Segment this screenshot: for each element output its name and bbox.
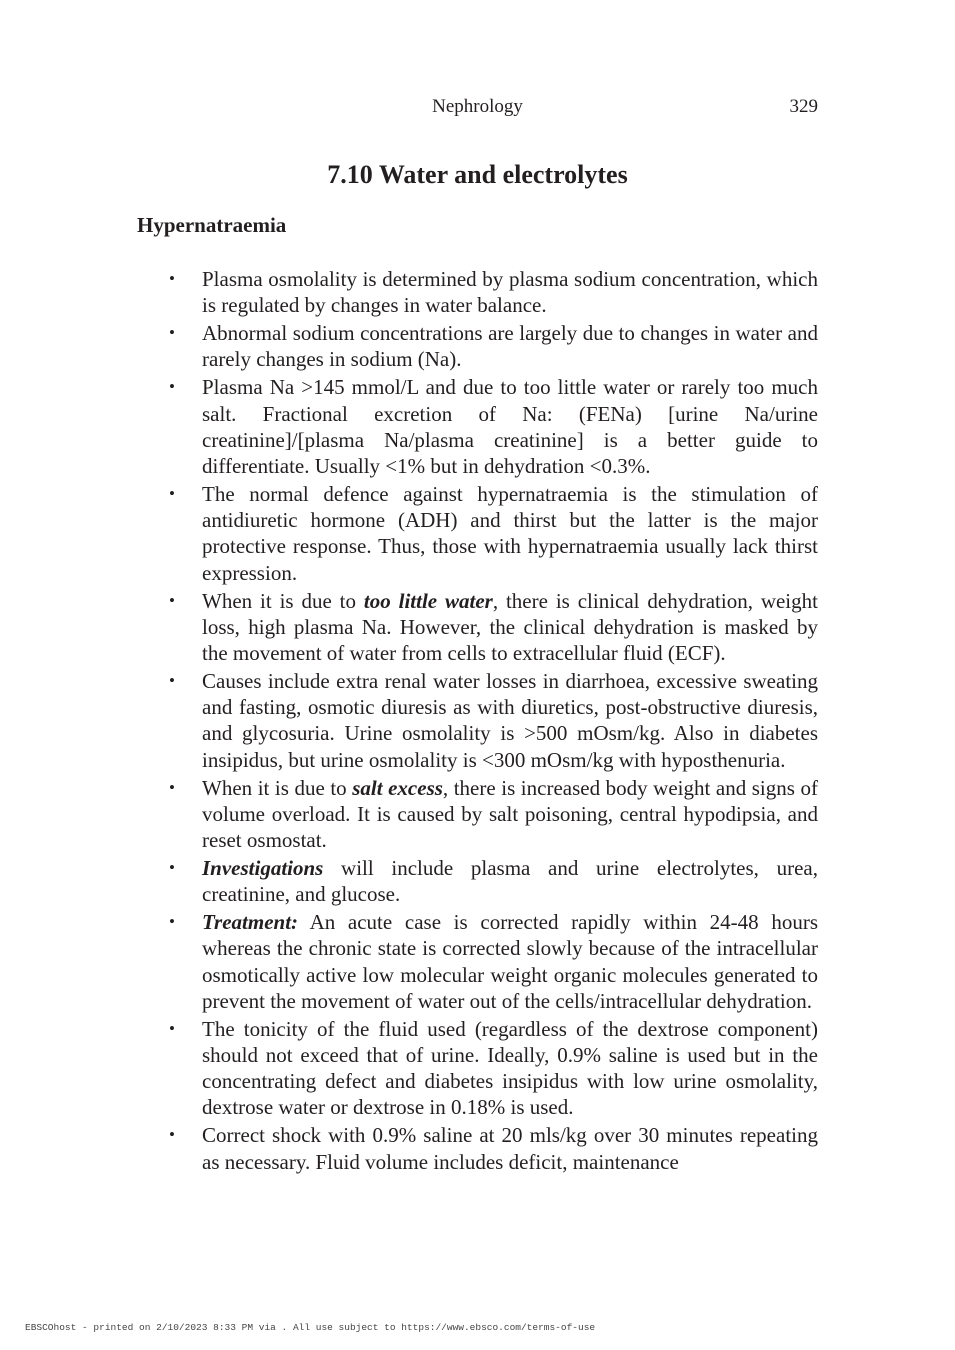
bullet-list: [169, 266, 818, 1177]
print-footer: EBSCOhost - printed on 2/10/2023 8:33 PM via . All use subject to https://www.ebsco.com/terms-of-use: [25, 1322, 596, 1333]
running-header: [0, 96, 955, 122]
list-item-text-post: , there is increased body weight and signs of volume overload. It is caused by salt poisoning, central hypodipsia, and reset osmostat.: [202, 775, 818, 853]
emphasis-text: Treatment:: [202, 910, 299, 935]
list-item-text-post: will include plasma and urine electrolytes, urea, creatinine, and glucose.: [202, 856, 818, 907]
running-head-section: Nephrology: [432, 96, 523, 117]
list-item: [169, 374, 818, 479]
emphasis-text: too little water: [363, 588, 493, 613]
bullet-glyph: •: [169, 323, 175, 343]
list-item-text: Plasma Na >145 mmol/L and due to too little water or rarely too much salt. Fractional excretion of Na: (FENa) [urine Na/urine creatinine]/[plasma Na/plasma creatinine] is a better guide to differentiate. Usually <1% but in dehydration <0.3%.: [202, 375, 818, 479]
bullet-glyph: •: [169, 1125, 175, 1145]
list-item-text: Causes include extra renal water losses in diarrhoea, excessive sweating and fasting, osmotic diuresis as with diuretics, post-obstructive diuresis, and glycosuria. Urine osmolality is >500 mOsm/kg. Also in diabetes insipidus, but urine osmolality is <300 mOsm/kg with hyposthenuria.: [202, 669, 818, 772]
list-item: [169, 668, 818, 773]
page-number: 329: [789, 96, 818, 117]
list-item-text: Plasma osmolality is determined by plasma sodium concentration, which is regulated by changes in water balance.: [202, 267, 818, 318]
list-item-text: The tonicity of the fluid used (regardless of the dextrose component) should not exceed that of urine. Ideally, 0.9% saline is used but in the concentrating defect and diabetes insipidus with low urine osmolality, dextrose water or dextrose in 0.18% is used.: [202, 1016, 818, 1120]
list-item: [169, 1016, 818, 1121]
list-item: [169, 320, 818, 372]
list-item: [169, 775, 818, 854]
list-item-text-post: An acute case is corrected rapidly within 24-48 hours whereas the chronic state is corrected slowly because of the intracellular osmotically active low molecular weight organic molecules generated to prevent the movement of water out of the cells/intracellular dehydration.: [202, 910, 818, 1013]
list-item-text-pre: When it is due to: [202, 588, 364, 613]
list-item: [169, 266, 818, 318]
list-item-text-pre: When it is due to: [202, 775, 353, 800]
bullet-glyph: •: [169, 377, 175, 397]
bullet-glyph: •: [169, 912, 175, 932]
list-item-text: The normal defence against hypernatraemia is the stimulation of antidiuretic hormone (ADH) and thirst but the latter is the major protective response. Thus, those with hypernatraemia usually lack thirst expression.: [202, 482, 818, 585]
bullet-glyph: •: [169, 671, 175, 691]
chapter-title: 7.10 Water and electrolytes: [327, 160, 628, 189]
emphasis-text: salt excess: [352, 775, 443, 800]
list-item-text: Abnormal sodium concentrations are largely due to changes in water and rarely changes in sodium (Na).: [202, 321, 818, 372]
emphasis-text: Investigations: [202, 856, 324, 881]
bullet-glyph: •: [169, 1018, 175, 1038]
bullet-glyph: •: [169, 484, 175, 504]
bullet-glyph: •: [169, 269, 175, 288]
list-item-text-post: , there is clinical dehydration, weight loss, high plasma Na. However, the clinical dehydration is masked by the movement of water from cells to extracellular fluid (ECF).: [202, 588, 818, 666]
bullet-glyph: •: [169, 590, 175, 610]
list-item-text: Correct shock with 0.9% saline at 20 mls/kg over 30 minutes repeating as necessary. Fluid volume includes deficit, maintenance: [202, 1123, 818, 1174]
list-item: [169, 588, 818, 667]
list-item: [169, 855, 818, 907]
subsection-heading: Hypernatraemia: [137, 213, 287, 237]
list-item: [169, 481, 818, 586]
bullet-glyph: •: [169, 858, 175, 878]
bullet-glyph: •: [169, 777, 175, 797]
list-item: [169, 909, 818, 1014]
list-item: [169, 1122, 818, 1174]
